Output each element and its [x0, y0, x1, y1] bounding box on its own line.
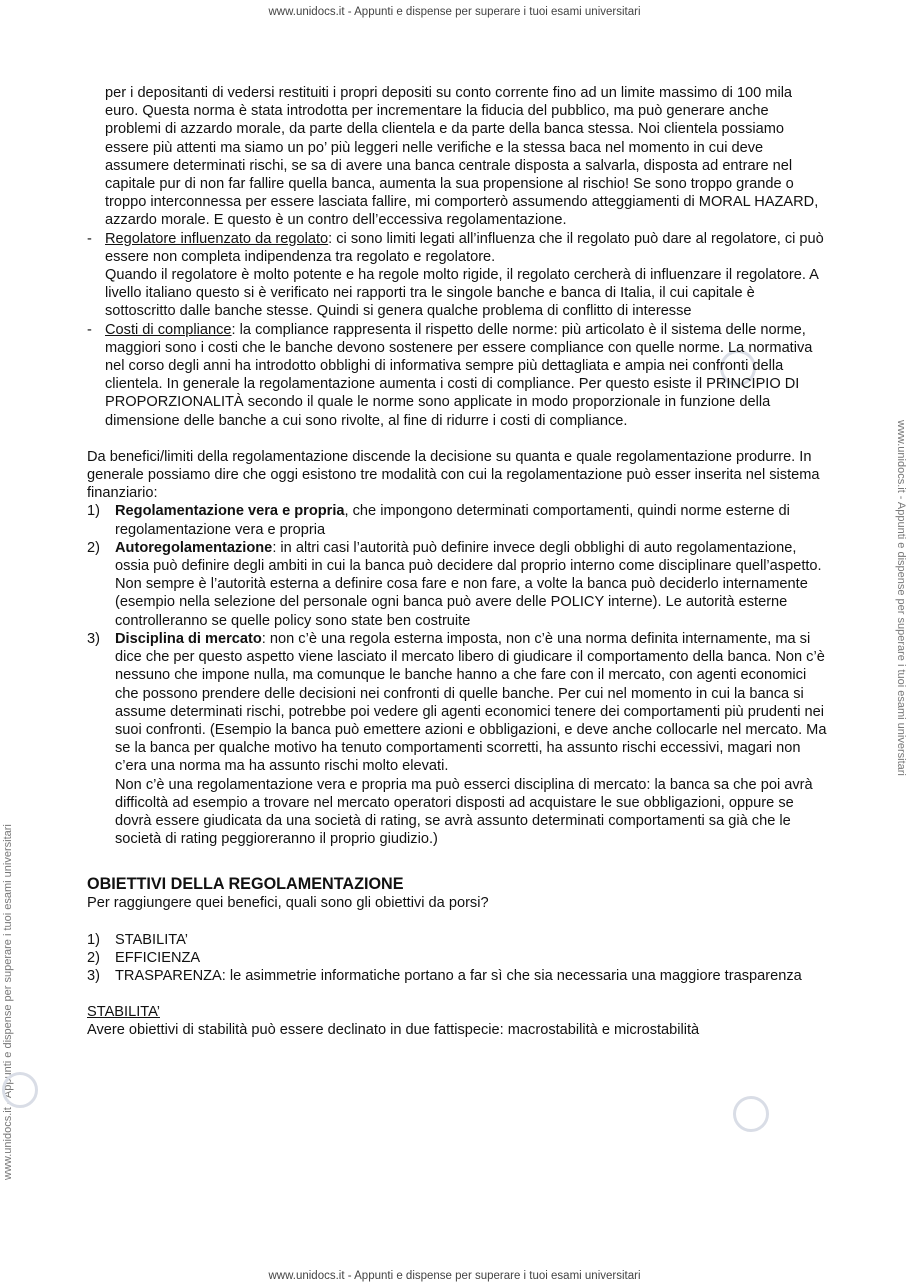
objective-item [87, 931, 827, 949]
modality-item [87, 539, 827, 630]
list-marker: 1) [87, 503, 100, 520]
limit-item [87, 321, 827, 430]
list-marker: - [87, 321, 92, 338]
subsection-heading [87, 1003, 827, 1021]
limit-extra: Quando il regolatore è molto potente e ha regole molto rigide, il regolato cercherà di influenzare il regolatore. A livello italiano questo si è verificato nei rapporti tra le singole banche e banca di Italia, il cui capitale è sottoscritto dalle banche stesse. Quindi si genera qualche problema di conflitto di interesse [105, 267, 819, 320]
limit-term: Regolatore influenzato da regolato [105, 230, 329, 247]
objective-text: EFFICIENZA [115, 949, 201, 966]
limit-item-body [105, 230, 827, 321]
modality-text: , che impongono determinati comportamenti, quindi norme esterne di regolamentazione vera e propria [115, 503, 790, 538]
right-side-watermark: www.unidocs.it - Appunti e dispense per superare i tuoi esami universitari [895, 420, 907, 776]
limit-term: Costi di compliance [105, 321, 232, 338]
modality-term: Disciplina di mercato [115, 630, 262, 647]
modality-extra: Non c’è una regolamentazione vera e propria ma può esserci disciplina di mercato: la banca sa che poi avrà difficoltà ad esempio a trovare nel mercato operatori disposti ad acquistare le sue obbligazioni, oppure se dovrà essere giudicata da una società di rating, se avrà assunto determinati comportamenti sa già che le società di rating peggioreranno il proprio giudizio.) [115, 776, 813, 848]
limit-item [87, 230, 827, 321]
header-banner: www.unidocs.it - Appunti e dispense per superare i tuoi esami universitari [268, 6, 641, 18]
footer-banner: www.unidocs.it - Appunti e dispense per superare i tuoi esami universitari [268, 1270, 641, 1282]
modality-text: : in altri casi l’autorità può definire invece degli obblighi di auto regolamentazione, ossia può definire degli ambiti in cui la banca può decidere dal proprio interno come disciplinare quell’aspetto. Non sempre è l’autorità esterna a definire cosa fare e non fare, a volte la banca può deciderlo internamente (esempio nella selezione del personale ogni banca può avere delle POLICY interne). Le autorità esterne controlleranno se quelle policy sono state ben costruite [115, 539, 822, 629]
modality-term: Autoregolamentazione [115, 539, 273, 556]
limit-text: : la compliance rappresenta il rispetto delle norme: più articolato è il sistema delle norme, maggiori sono i costi che le banche devono sostenere per essere compliance con quelle norme. La normativa nel corso degli anni ha introdotto obblighi di informativa sempre più dettagliata e ampia nei confronti della clientela. In generale la regolamentazione aumenta i costi di compliance. Per questo esiste il PRINCIPIO DI PROPORZIONALITÀ secondo il quale le norme sono applicate in modo proporzionale in funzione della dimensione delle banche a cui sono rivolte, al fine di ridurre i costi di compliance. [105, 321, 813, 429]
objective-text: STABILITA’ [115, 931, 188, 948]
objective-item [87, 949, 827, 967]
modality-term: Regolamentazione vera e propria [115, 503, 345, 520]
watermark-logo-icon [2, 1072, 38, 1108]
list-marker: 1) [87, 931, 100, 948]
modality-item-body [115, 630, 827, 848]
list-marker: 3) [87, 630, 100, 647]
modality-item [87, 630, 827, 848]
list-marker: - [87, 230, 92, 247]
objective-item [87, 967, 827, 985]
watermark-logo-icon [733, 1096, 769, 1132]
modalities-intro: Da benefici/limiti della regolamentazione discende la decisione su quanta e quale regolamentazione produrre. In generale possiamo dire che oggi esistono tre modalità con cui la regolamentazione può esser inserita nel sistema finanziario: [87, 448, 820, 502]
objectives-intro: Per raggiungere quei benefici, quali sono gli obiettivi da porsi? [87, 895, 489, 912]
continuation-paragraph: per i depositanti di vedersi restituiti i propri depositi su conto corrente fino ad un limite massimo di 100 mila euro. Questa norma è stata introdotta per incrementare la fiducia del pubblico, ma può generare anche problemi di azzardo morale, da parte della clientela e da parte della banca stessa. Noi clientela possiamo essere più attenti ma siamo un po’ più leggeri nelle verifiche e la stessa baca nel momento in cui deve assumere determinati rischi, se sa di avere una banca centrale disposta a salvarla, disposta ad entrare nel capitale pur di non far fallire quella banca, aumenta la sua propensione al rischio! Se sono troppo grande o troppo interconnessa per essere lasciata fallire, mi comporterò assumendo atteggiamenti di MORAL HAZARD, azzardo morale. E questo è un contro dell’eccessiva regolamentazione. [105, 85, 819, 229]
objective-text: TRASPARENZA: le asimmetrie informatiche portano a far sì che sia necessaria una maggiore trasparenza [115, 967, 802, 984]
stability-text: Avere obiettivi di stabilità può essere declinato in due fattispecie: macrostabilità e microstabilità [87, 1022, 700, 1039]
modality-item-body [115, 539, 827, 630]
modality-item [87, 502, 827, 538]
modality-text: : non c’è una regola esterna imposta, non c’è una norma definita internamente, ma si dice che per questo aspetto viene lasciato il mercato libero di giudicare il comportamento della banca. Non c’è nessuno che impone nulla, ma comunque le banche hanno a che fare con il mercato, con agenti economici che possono prendere delle decisioni nei confronti di quelle banche. Per cui nel momento in cui la banca si assume determinati rischi, potrebbe poi vedere gli agenti economici tenere dei comportamenti più prudenti nei suoi confronti. (Esempio la banca può emettere azioni e obbligazioni, e deve anche collocarle nel mercato. Ma se la banca per qualche motivo ha tenuto comportamenti scorretti, ha assunto rischi eccessivi, magari non c’era una norma ma ha assunto rischi molto elevati. [115, 630, 827, 775]
section-heading: OBIETTIVI DELLA REGOLAMENTAZIONE [87, 875, 404, 894]
document-body [87, 84, 827, 1040]
limit-text: : ci sono limiti legati all’influenza che il regolato può dare al regolatore, ci può essere non completa indipendenza tra regolato e regolatore. [105, 230, 824, 265]
list-marker: 2) [87, 949, 100, 966]
list-marker: 2) [87, 539, 100, 556]
limit-item-body [105, 321, 827, 430]
modality-item-body [115, 502, 827, 538]
subsection-heading-text: STABILITA’ [87, 1004, 160, 1021]
list-marker: 3) [87, 967, 100, 984]
left-side-watermark: www.unidocs.it - Appunti e dispense per superare i tuoi esami universitari [2, 824, 14, 1180]
